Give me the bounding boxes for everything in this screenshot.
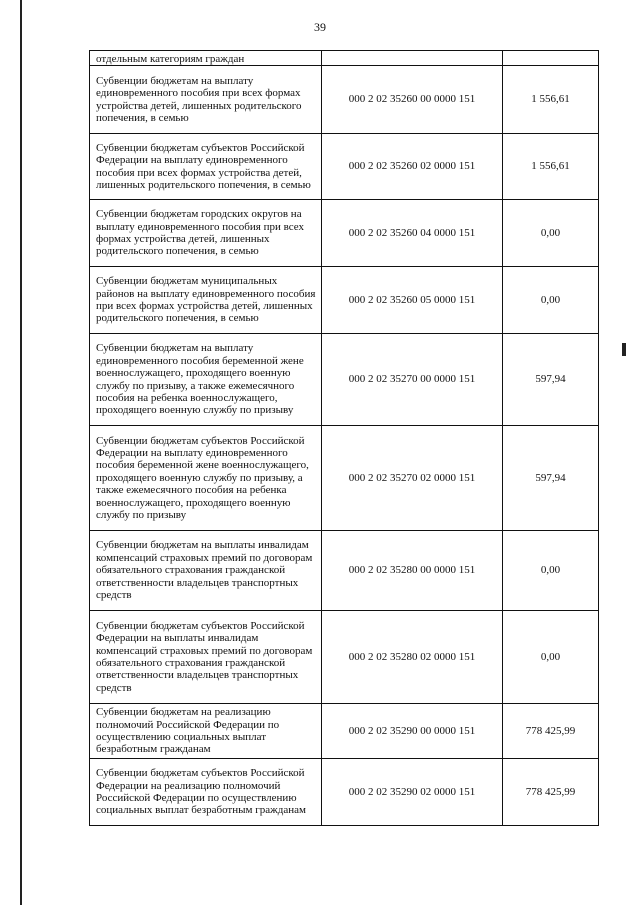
table-row bbox=[90, 200, 599, 267]
margin-mark bbox=[622, 343, 626, 356]
table-row bbox=[90, 426, 599, 531]
left-binding-edge bbox=[20, 0, 22, 905]
row-amount: 597,94 bbox=[503, 426, 599, 531]
row-amount: 0,00 bbox=[503, 611, 599, 704]
row-code: 000 2 02 35280 02 0000 151 bbox=[322, 611, 503, 704]
table-row bbox=[90, 334, 599, 426]
row-description: Субвенции бюджетам субъектов Российской Федерации на реализацию полномочий Российской Федерации по осуществлению социальных выплат безработным гражданам bbox=[90, 759, 322, 826]
continuation-code-cell bbox=[322, 51, 503, 66]
table-row bbox=[90, 531, 599, 611]
table-row bbox=[90, 611, 599, 704]
continuation-row bbox=[90, 51, 599, 66]
table-row bbox=[90, 704, 599, 759]
table-row bbox=[90, 66, 599, 134]
row-code: 000 2 02 35260 02 0000 151 bbox=[322, 134, 503, 200]
row-code: 000 2 02 35290 02 0000 151 bbox=[322, 759, 503, 826]
row-amount: 0,00 bbox=[503, 200, 599, 267]
table-row bbox=[90, 759, 599, 826]
row-code: 000 2 02 35260 05 0000 151 bbox=[322, 267, 503, 334]
row-amount: 1 556,61 bbox=[503, 134, 599, 200]
row-amount: 1 556,61 bbox=[503, 66, 599, 134]
row-description: Субвенции бюджетам на выплаты инвалидам компенсаций страховых премий по договорам обязательного страхования гражданской ответственности владельцев транспортных средств bbox=[90, 531, 322, 611]
row-amount: 0,00 bbox=[503, 267, 599, 334]
row-code: 000 2 02 35270 02 0000 151 bbox=[322, 426, 503, 531]
row-description: Субвенции бюджетам на выплату единовременного пособия при всех формах устройства детей, лишенных родительского попечения, в семью bbox=[90, 66, 322, 134]
table-row bbox=[90, 134, 599, 200]
row-description: Субвенции бюджетам субъектов Российской Федерации на выплату единовременного пособия при всех формах устройства детей, лишенных родительского попечения, в семью bbox=[90, 134, 322, 200]
continuation-amount-cell bbox=[503, 51, 599, 66]
row-amount: 597,94 bbox=[503, 334, 599, 426]
row-amount: 778 425,99 bbox=[503, 759, 599, 826]
row-code: 000 2 02 35290 00 0000 151 bbox=[322, 704, 503, 759]
row-description: Субвенции бюджетам субъектов Российской Федерации на выплаты инвалидам компенсаций страховых премий по договорам обязательного страхования гражданской ответственности владельцев транспортных средств bbox=[90, 611, 322, 704]
row-code: 000 2 02 35260 00 0000 151 bbox=[322, 66, 503, 134]
row-code: 000 2 02 35270 00 0000 151 bbox=[322, 334, 503, 426]
continuation-text: отдельным категориям граждан bbox=[90, 51, 322, 66]
row-description: Субвенции бюджетам на выплату единовременного пособия беременной жене военнослужащего, проходящего военную службу по призыву, а также ежемесячного пособия на ребенка военнослужащего, проходящего военную службу по призыву bbox=[90, 334, 322, 426]
row-code: 000 2 02 35280 00 0000 151 bbox=[322, 531, 503, 611]
row-description: Субвенции бюджетам субъектов Российской Федерации на выплату единовременного пособия беременной жене военнослужащего, проходящего военную службу по призыву, а также ежемесячного пособия на ребенка военнослужащего, проходящего военную службу по призыву bbox=[90, 426, 322, 531]
row-amount: 0,00 bbox=[503, 531, 599, 611]
page-number: 39 bbox=[314, 20, 326, 34]
row-description: Субвенции бюджетам городских округов на выплату единовременного пособия при всех формах устройства детей, лишенных родительского попечения, в семью bbox=[90, 200, 322, 267]
row-description: Субвенции бюджетам муниципальных районов на выплату единовременного пособия при всех формах устройства детей, лишенных родительского попечения, в семью bbox=[90, 267, 322, 334]
row-description: Субвенции бюджетам на реализацию полномочий Российской Федерации по осуществлению социальных выплат безработным гражданам bbox=[90, 704, 322, 759]
budget-table bbox=[89, 50, 599, 826]
table-row bbox=[90, 267, 599, 334]
row-amount: 778 425,99 bbox=[503, 704, 599, 759]
row-code: 000 2 02 35260 04 0000 151 bbox=[322, 200, 503, 267]
